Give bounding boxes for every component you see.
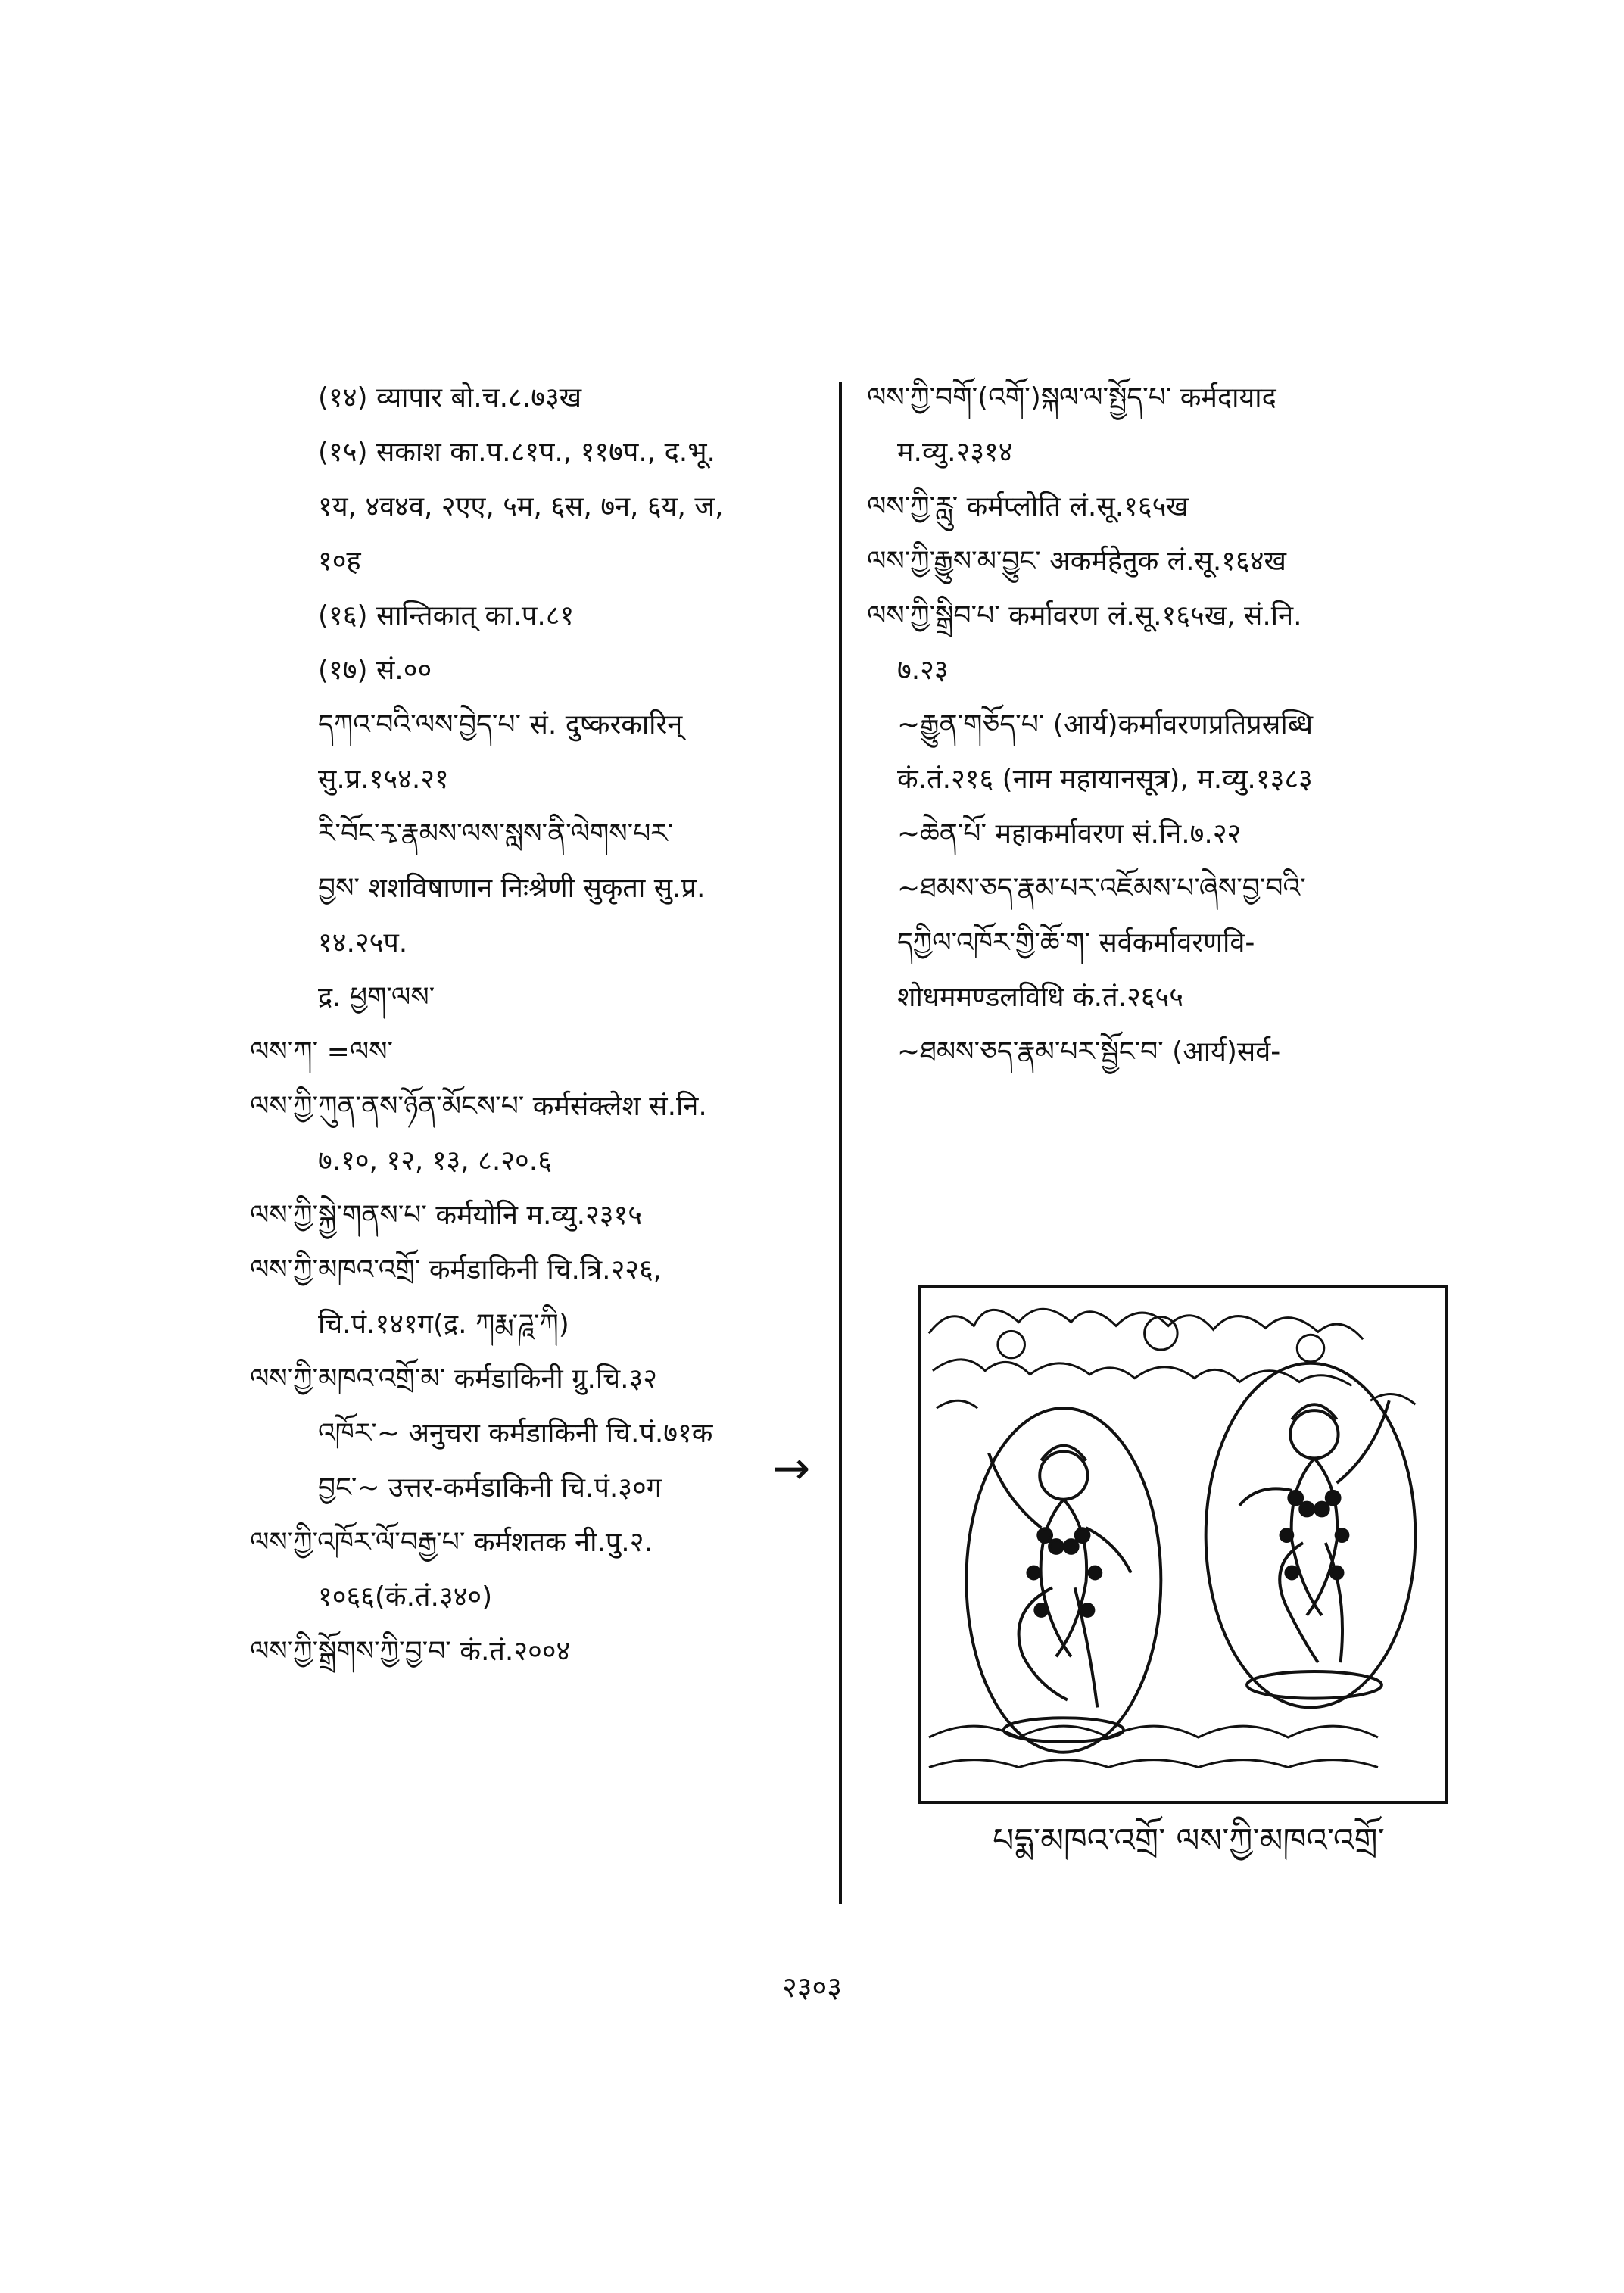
- left-column: [250, 371, 825, 1679]
- left-entry-line: सु.प्र.१५४.२१: [318, 764, 449, 795]
- right-entry-line: ~རྒྱུན་གཅོད་པ་ (आर्य)कर्मावरणप्रतिप्रस्रब्धि: [897, 709, 1314, 740]
- right-entry-line: ~ཐམས་ཅད་རྣམ་པར་འཇོམས་པ་ཞེས་བྱ་བའི་: [897, 873, 1306, 904]
- right-entry-line: ལས་ཀྱི་སྒྲིབ་པ་ कर्मावरण लं.सू.१६५ख, सं.नि.: [867, 600, 1302, 631]
- left-entry-line: ལས་ཀྱི་སྐྱེ་གནས་པ་ कर्मयोनि म.व्यु.२३१५: [250, 1200, 642, 1231]
- left-entry-line: (१४) व्यापार बो.च.८.७३ख: [318, 382, 582, 413]
- left-entry-line: ལས་ཀྱི་སྒྲོགས་ཀྱི་བྱ་བ་ कं.तं.२००४: [250, 1636, 571, 1667]
- left-entry-line: ལས་ཀྱི་འཁོར་ལོ་བརྒྱ་པ་ कर्मशतक नी.पु.२.: [250, 1527, 653, 1558]
- right-entry-line: कं.तं.२१६ (नाम महायानसूत्र), म.व्यु.१३८३: [897, 764, 1313, 795]
- left-entry-line: བྱང་~ उत्तर-कर्मडाकिनी चि.पं.३०ग: [318, 1472, 662, 1503]
- left-entry-line: ལས་ཀྱི་མཁའ་འགྲོ་མ་ कर्मडाकिनी ग्रु.चि.३२: [250, 1363, 657, 1394]
- left-entry-line: १य, ४व४व, २एए, ५म, ६स, ७न, ६य, ज,: [318, 491, 724, 522]
- left-entry-line: द्र. ཕྱག་ལས་: [318, 982, 435, 1013]
- right-entry-line: ལས་ཀྱི་རྒྱུས་མ་བྱུང་ अकर्महेतुक लं.सू.१६४ख: [867, 546, 1286, 577]
- left-entry-line: (१५) सकाश का.प.८१प., ११७प., द.भू.: [318, 437, 715, 468]
- right-entry-line: शोधममण्डलविधि कं.तं.२६५५: [897, 982, 1183, 1013]
- right-entry-line: ལས་ཀྱི་བགོ་(འགོ་)སྐལ་ལ་སྤྱོད་པ་ कर्मदायाद: [867, 382, 1276, 413]
- column-divider: [839, 382, 842, 1904]
- left-entry-line: འཁོར་~ अनुचरा कर्मडाकिनी चि.पं.७१क: [318, 1418, 713, 1449]
- right-entry-line: ལས་ཀྱི་རླུ་ कर्मप्लोति लं.सू.१६५ख: [867, 491, 1189, 522]
- arrow-right-icon: →: [772, 1442, 811, 1495]
- right-column: [867, 371, 1480, 1080]
- left-entry-line: དཀའ་བའི་ལས་བྱེད་པ་ सं. दुष्करकारिन्: [318, 709, 683, 740]
- left-entry-line: (१६) सान्तिकात् का.प.८१: [318, 600, 575, 631]
- left-entry-line: ལས་ཀྱི་ཀུན་ནས་ཉོན་མོངས་པ་ कर्मसंक्लेश सं.नि.: [250, 1091, 707, 1122]
- right-entry-line: ७.२३: [897, 655, 949, 686]
- page-number: २३०३: [781, 1971, 843, 2004]
- right-entry-line: དཀྱིལ་འཁོར་གྱི་ཆོ་ག་ सर्वकर्मावरणवि-: [897, 927, 1255, 958]
- left-entry-line: १०६६(कं.तं.३४०): [318, 1581, 493, 1612]
- left-entry-line: རི་བོང་རྭ་རྣམས་ལས་སླས་ནི་ལེགས་པར་: [318, 818, 674, 849]
- left-entry-line: (१७) सं.००: [318, 655, 432, 686]
- left-entry-line: १०ह: [318, 546, 361, 577]
- left-entry-line: १४.२५प.: [318, 927, 408, 958]
- left-entry-line: चि.पं.१४१ग(द्र. ཀརྨ་ཌཱ་ཀི): [318, 1309, 569, 1340]
- right-entry-line: ~ཐམས་ཅད་རྣམ་པར་སྦྱོང་བ་ (आर्य)सर्व-: [897, 1036, 1281, 1067]
- figure-caption: པདྨ་མཁའ་འགྲོ་ ལས་ཀྱི་མཁའ་འགྲོ་: [993, 1821, 1385, 1860]
- dakini-illustration: [918, 1285, 1448, 1804]
- left-entry-line: ७.१०, १२, १३, ८.२०.६: [318, 1145, 552, 1176]
- left-entry-line: ལས་ཀྱི་མཁའ་འགྲོ་ कर्मडाकिनी चि.त्रि.२२६,: [250, 1254, 662, 1285]
- left-entry-line: བྱས་ शशविषाणान निःश्रेणी सुकृता सु.प्र.: [318, 873, 706, 904]
- left-entry-line: ལས་ཀ་ =ལས་: [250, 1036, 394, 1067]
- right-entry-line: ~ཆེན་པོ་ महाकर्मावरण सं.नि.७.२२: [897, 818, 1242, 849]
- right-entry-line: म.व्यु.२३१४: [897, 437, 1013, 468]
